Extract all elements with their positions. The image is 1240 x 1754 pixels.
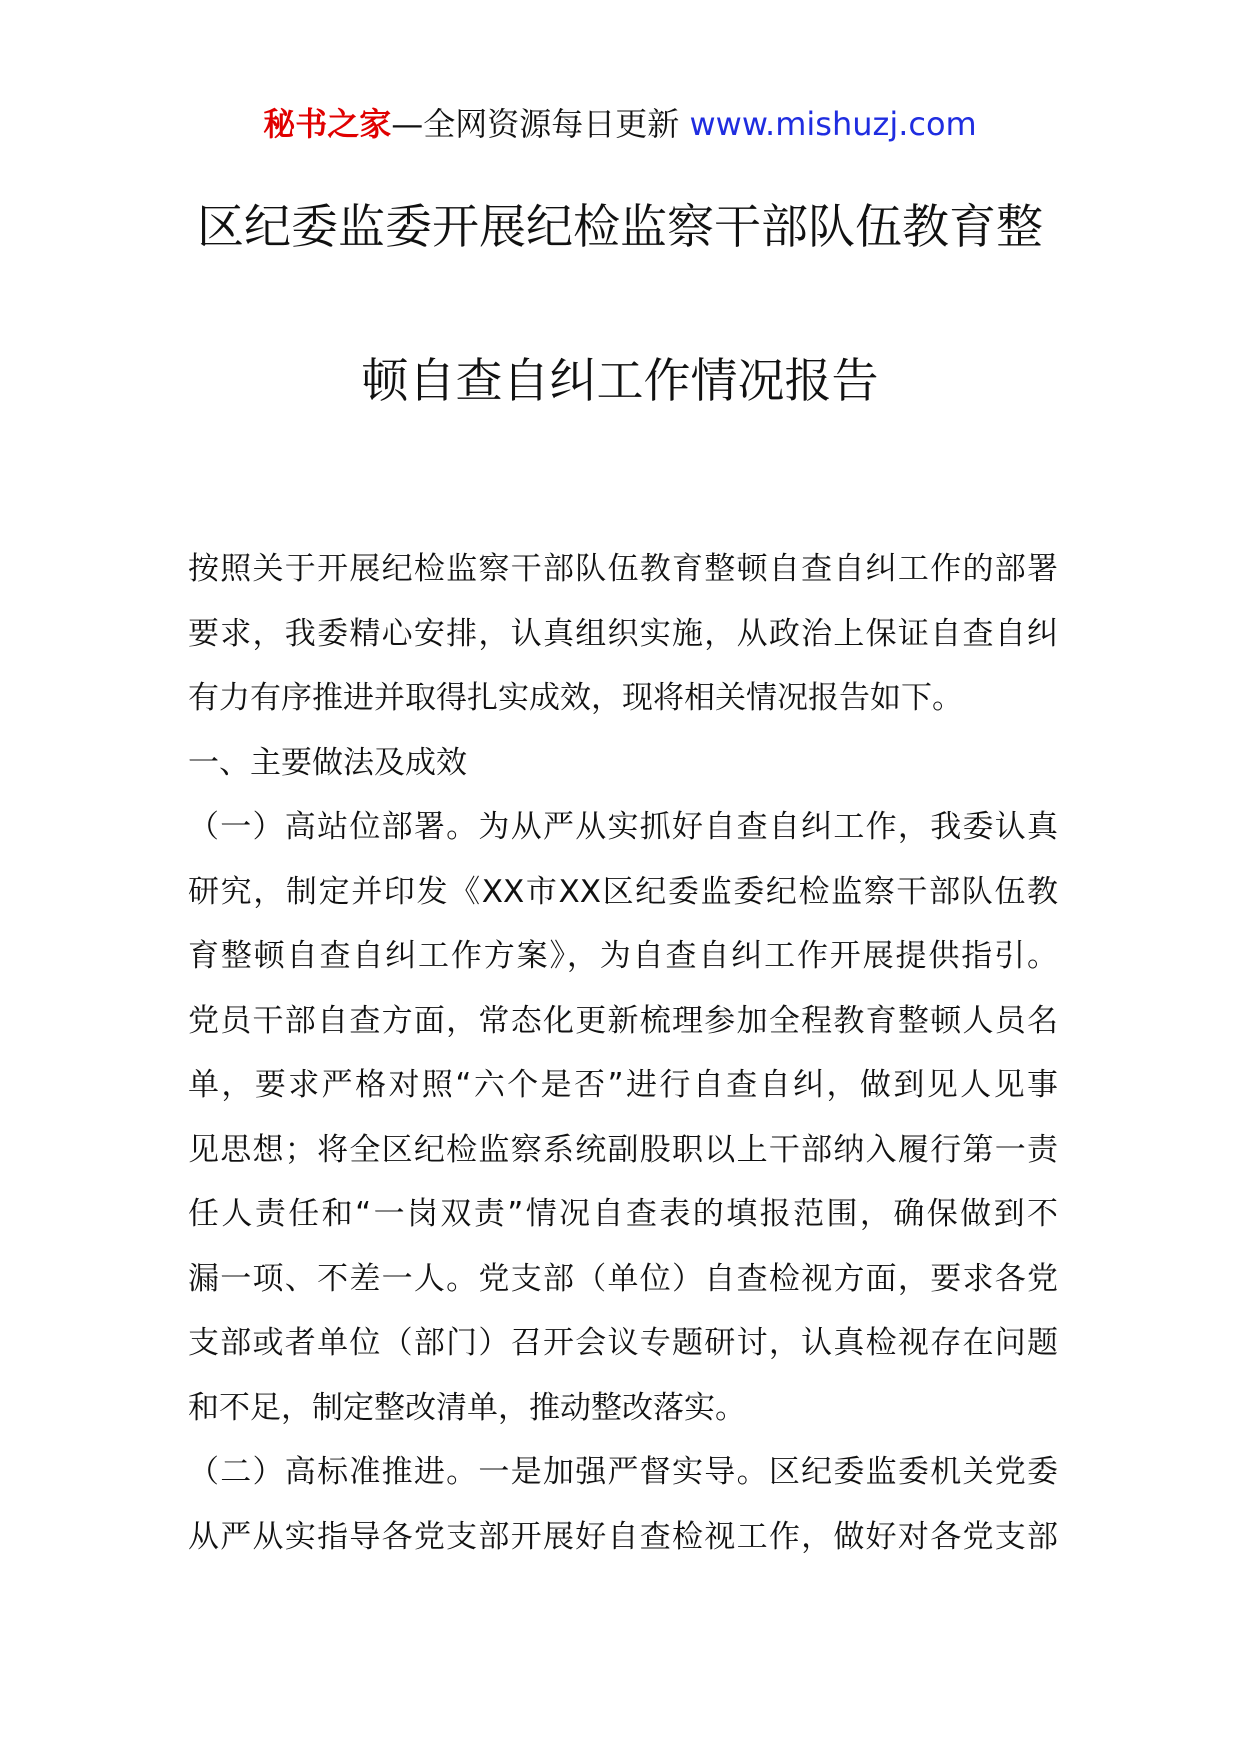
body-line: （一）高站位部署。为从严从实抓好自查自纠工作，我委认真 <box>188 809 1058 845</box>
body-line: 从严从实指导各党支部开展好自查检视工作，做好对各党支部 <box>188 1518 1058 1555</box>
body-line: 要求，我委精心安排，认真组织实施，从政治上保证自查自纠 <box>188 615 1058 652</box>
body-line: 任人责任和“一岗双责”情况自查表的填报范围，确保做到不 <box>188 1196 1058 1232</box>
body-line: 按照关于开展纪检监察干部队伍教育整顿自查自纠工作的部署 <box>188 551 1058 587</box>
document-title-line-1: 区纪委监委开展纪检监察干部队伍教育整 <box>197 200 1043 255</box>
document-body <box>188 537 1058 1569</box>
body-line: 支部或者单位（部门）召开会议专题研讨，认真检视存在问题 <box>188 1325 1058 1361</box>
body-line: 育整顿自查自纠工作方案》，为自查自纠工作开展提供指引。 <box>188 938 1058 974</box>
body-line: 研究，制定并印发《XX市XX区纪委监委纪检监察干部队伍教 <box>188 873 1058 910</box>
body-line: 党员干部自查方面，常态化更新梳理参加全程教育整顿人员名 <box>188 1002 1058 1039</box>
section-heading: 一、主要做法及成效 <box>188 744 467 781</box>
body-line: 有力有序推进并取得扎实成效，现将相关情况报告如下。 <box>188 680 963 716</box>
brand-name: 秘书之家 <box>263 105 392 143</box>
body-line: 单，要求严格对照“六个是否”进行自查自纠，做到见人见事 <box>188 1067 1058 1103</box>
body-line: （二）高标准推进。一是加强严督实导。区纪委监委机关党委 <box>188 1454 1058 1490</box>
document-title-line-2: 顿自查自纠工作情况报告 <box>361 354 879 409</box>
banner-tagline: —全网资源每日更新 <box>391 105 690 143</box>
site-url-link[interactable]: www.mishuzj.com <box>689 105 977 143</box>
body-line: 见思想；将全区纪检监察系统副股职以上干部纳入履行第一责 <box>188 1131 1058 1168</box>
body-line: 和不足，制定整改清单，推动整改落实。 <box>188 1389 746 1426</box>
site-banner <box>0 104 1240 144</box>
body-line: 漏一项、不差一人。党支部（单位）自查检视方面，要求各党 <box>188 1260 1058 1297</box>
